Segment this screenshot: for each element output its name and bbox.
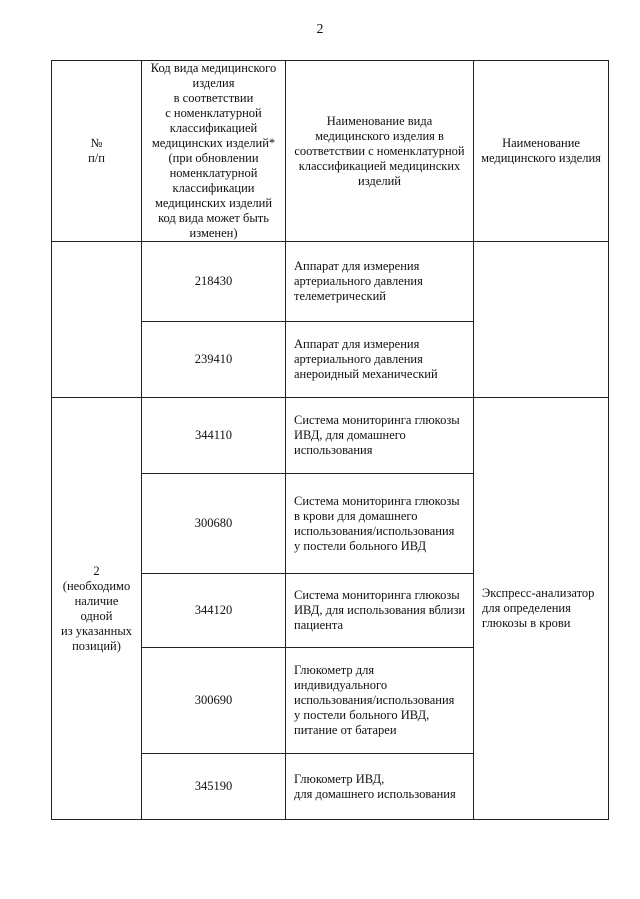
group-1-device: [474, 242, 609, 398]
type-name-cell: Система мониторинга глюкозы ИВД, для домашнего использования: [286, 398, 474, 474]
group-2-device: Экспресс-анализатор для определения глюкозы в крови: [474, 398, 609, 820]
code-cell: 300680: [142, 474, 286, 574]
code-cell: 300690: [142, 648, 286, 754]
type-name-cell: Система мониторинга глюкозы в крови для домашнего использования/использования у постели больного ИВД: [286, 474, 474, 574]
type-name-cell: Глюкометр ИВД, для домашнего использования: [286, 754, 474, 820]
type-name-cell: Аппарат для измерения артериального давления анероидный механический: [286, 322, 474, 398]
header-code: Код вида медицинского изделия в соответствии с номенклатурной классификацией медицинских изделий* (при обновлении номенклатурной классификации медицинских изделий код вида может быть изменен): [142, 61, 286, 242]
type-name-cell: Аппарат для измерения артериального давления телеметрический: [286, 242, 474, 322]
medical-devices-table: [51, 60, 609, 820]
group-2-number: 2 (необходимо наличие одной из указанных позиций): [52, 398, 142, 820]
type-name-cell: Глюкометр для индивидуального использования/использования у постели больного ИВД, питание от батареи: [286, 648, 474, 754]
header-device-name: Наименование медицинского изделия: [474, 61, 609, 242]
group-1-number: [52, 242, 142, 398]
header-number: № п/п: [52, 61, 142, 242]
code-cell: 345190: [142, 754, 286, 820]
code-cell: 344120: [142, 574, 286, 648]
table-row: [52, 242, 609, 322]
header-type-name: Наименование вида медицинского изделия в соответствии с номенклатурной классификацией медицинских изделий: [286, 61, 474, 242]
table-header-row: [52, 61, 609, 242]
code-cell: 218430: [142, 242, 286, 322]
code-cell: 239410: [142, 322, 286, 398]
page-number: 2: [316, 22, 324, 37]
type-name-cell: Система мониторинга глюкозы ИВД, для использования вблизи пациента: [286, 574, 474, 648]
code-cell: 344110: [142, 398, 286, 474]
table-row: [52, 398, 609, 474]
